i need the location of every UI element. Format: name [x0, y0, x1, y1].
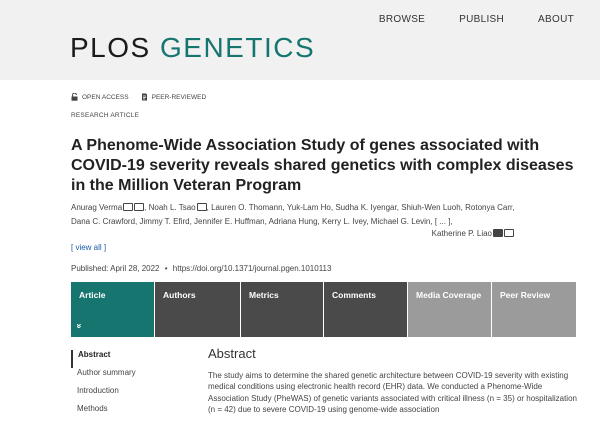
corresponding-icon — [493, 229, 503, 237]
nav-publish[interactable]: PUBLISH — [459, 14, 505, 25]
author-name: Rotonya Carr — [465, 203, 513, 212]
abstract-heading: Abstract — [208, 346, 256, 361]
tab-authors[interactable] — [155, 282, 241, 337]
open-lock-icon — [71, 93, 78, 101]
author-name: Lauren O. Thomann — [211, 203, 283, 212]
section-link-abstract[interactable]: Abstract — [71, 350, 136, 368]
author-name: Sudha K. Iyengar — [335, 203, 397, 212]
author-item[interactable]: Lauren O. Thomann, — [211, 203, 285, 212]
author-item[interactable]: Jimmy T. Efird, — [139, 217, 192, 226]
author-name: Michael G. Levin — [370, 217, 431, 226]
author-item[interactable]: Jennifer E. Huffman, — [194, 217, 267, 226]
author-name: Anurag Verma — [71, 203, 123, 212]
author-contrib-icon — [197, 203, 207, 211]
open-access-badge[interactable] — [71, 93, 129, 101]
more-authors-link[interactable]: [ ... ] — [434, 217, 451, 226]
separator: • — [164, 264, 168, 273]
author-name: Dana C. Crawford — [71, 217, 136, 226]
author-name: Kerry L. Ivey — [322, 217, 367, 226]
tab-label: Metrics — [249, 290, 279, 300]
author-name: Jennifer E. Huffman — [194, 217, 265, 226]
article-type: RESEARCH ARTICLE — [71, 112, 140, 119]
tab-label: Comments — [332, 290, 376, 300]
nav-browse[interactable]: BROWSE — [378, 14, 426, 25]
section-link-methods[interactable]: Methods — [77, 404, 108, 413]
section-link-introduction[interactable]: Introduction — [77, 386, 119, 395]
author-item[interactable]: Yuk-Lam Ho, — [286, 203, 334, 212]
author-name: Noah L. Tsao — [148, 203, 196, 212]
doi-link[interactable]: https://doi.org/10.1371/journal.pgen.1010113 — [172, 264, 332, 273]
view-all-authors-link[interactable]: [ view all ] — [71, 243, 107, 252]
article-badges — [71, 93, 206, 101]
author-item[interactable]: Rotonya Carr, — [465, 203, 515, 212]
author-item[interactable]: Adriana Hung, — [268, 217, 320, 226]
author-name: Adriana Hung — [268, 217, 318, 226]
tab-peer-review[interactable] — [492, 282, 577, 337]
tab-label: Article — [79, 290, 106, 300]
author-name: Shiuh-Wen Luoh — [401, 203, 461, 212]
author-item[interactable]: Anurag Verma , — [71, 203, 147, 212]
chevron-down-icon: » — [74, 323, 85, 329]
section-nav — [71, 350, 136, 422]
tab-metrics[interactable] — [241, 282, 324, 337]
author-item[interactable]: Michael G. Levin, — [370, 217, 433, 226]
author-email-icon — [134, 203, 144, 211]
tab-label: Media Coverage — [416, 290, 482, 300]
article-title: A Phenome-Wide Association Study of genes associated with COVID-19 severity reveals shared genetics with complex diseases in the Million Veteran Program — [71, 137, 574, 194]
author-contrib-icon — [123, 203, 133, 211]
author-item[interactable]: Kerry L. Ivey, — [322, 217, 369, 226]
tab-label: Authors — [163, 290, 196, 300]
tab-comments[interactable] — [324, 282, 408, 337]
logo-plos: PLOS — [70, 32, 151, 63]
author-item[interactable]: Noah L. Tsao , — [148, 203, 209, 212]
open-access-label: OPEN ACCESS — [82, 93, 129, 101]
author-item[interactable]: Dana C. Crawford, — [71, 217, 138, 226]
nav-about[interactable]: ABOUT — [538, 14, 574, 25]
peer-reviewed-badge[interactable] — [141, 93, 207, 101]
peer-review-icon — [141, 93, 148, 101]
tab-media-coverage[interactable] — [408, 282, 492, 337]
abstract-text: The study aims to determine the shared genetic architecture between COVID-19 severity with existing medical conditions using electronic health record (EHR) data. We conducted a Phenome-Wide Association Study (PheWAS) of genetic variants associated with critical illness (n = 35) or hospitalization (n = 42) due to severe COVID-19 using genome-wide association — [208, 371, 577, 415]
section-link-author-summary[interactable]: Author summary — [77, 368, 136, 377]
site-header — [0, 0, 600, 80]
published-date: Published: April 28, 2022 — [71, 264, 160, 273]
journal-logo[interactable] — [70, 34, 315, 62]
author-item[interactable]: Shiuh-Wen Luoh, — [401, 203, 463, 212]
peer-reviewed-label: PEER-REVIEWED — [151, 93, 207, 101]
author-item[interactable]: Sudha K. Iyengar, — [335, 203, 399, 212]
article-tabs — [71, 282, 577, 337]
logo-genetics: GENETICS — [159, 32, 316, 63]
tab-article[interactable] — [71, 282, 155, 337]
author-name: Yuk-Lam Ho — [286, 203, 331, 212]
author-name: Katherine P. Liao — [431, 229, 492, 238]
tab-label: Peer Review — [500, 290, 551, 300]
top-nav — [379, 14, 574, 25]
author-list: Anurag Verma , Noah L. Tsao , Lauren O. Thomann, Yuk-Lam Ho, Sudha K. Iyengar, Shiuh-Wen Luoh, Rotonya Carr, Dana C. Crawford, Jimmy T. Efird, Jennifer E. Huffman, Adriana Hung, Kerry L. Ivey, Michael G. Levin, [ ... ], — [71, 203, 515, 226]
publication-info — [71, 264, 331, 273]
author-name: Jimmy T. Efird — [139, 217, 190, 226]
last-author[interactable] — [432, 229, 514, 238]
author-email-icon — [504, 229, 514, 237]
